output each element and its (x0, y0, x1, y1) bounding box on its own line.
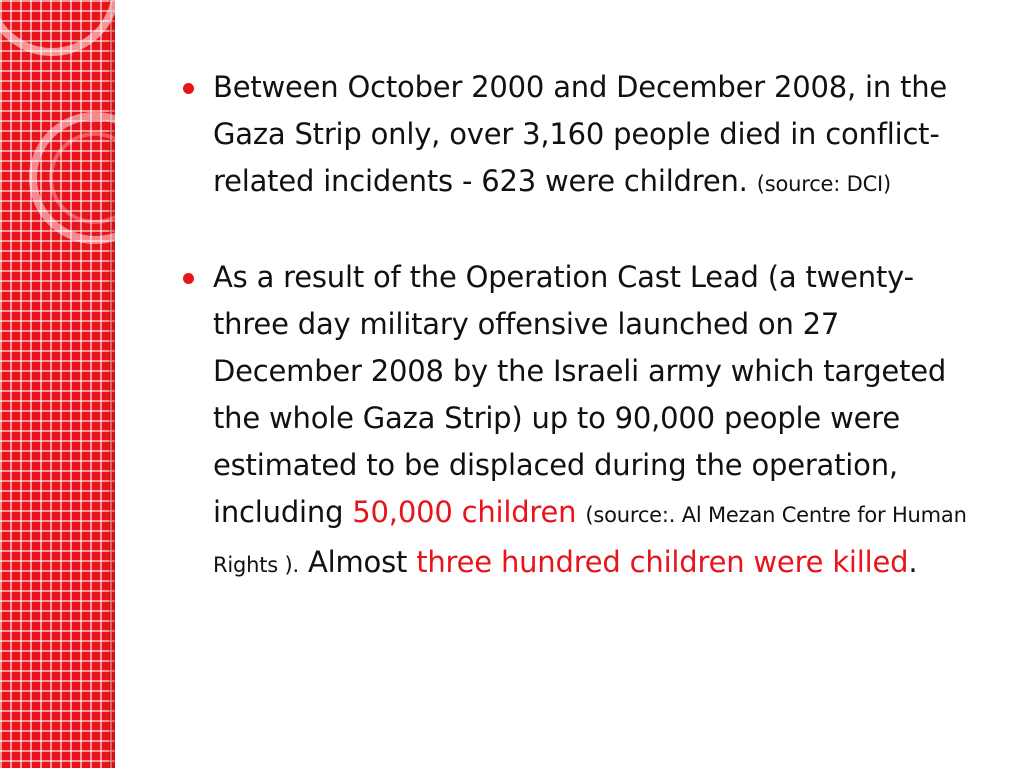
bullet-1-source: (source: DCI) (756, 172, 892, 196)
red-grid-band (0, 0, 115, 768)
bullet-2-text: As a result of the Operation Cast Lead (a twenty-three day military offensive launched on 27 December 2008 by the Israeli army which targeted the whole Gaza Strip) up to 90,000 people were estimated to be displaced during the operation, including (213, 260, 947, 529)
bullet-2-source: (source:. Al Mezan Centre for Human Rights ). (213, 503, 967, 577)
bullet-2-period: . (908, 545, 918, 579)
bullet-2-highlight-displaced: 50,000 children (352, 495, 577, 529)
ring-ornament-icon (0, 0, 115, 768)
bullet-dot-icon (183, 273, 194, 284)
bullet-2-text-almost: Almost (298, 545, 417, 579)
bullet-item-deaths (183, 64, 988, 208)
bullet-dot-icon (183, 83, 194, 94)
bullet-item-cast-lead (183, 254, 988, 589)
slide-body (183, 64, 988, 589)
bullet-2-highlight-killed: three hundred children were killed (416, 545, 909, 579)
bullet-1-text: Between October 2000 and December 2008, in the Gaza Strip only, over 3,160 people died in conflict-related incidents - 623 were children. (213, 70, 948, 198)
